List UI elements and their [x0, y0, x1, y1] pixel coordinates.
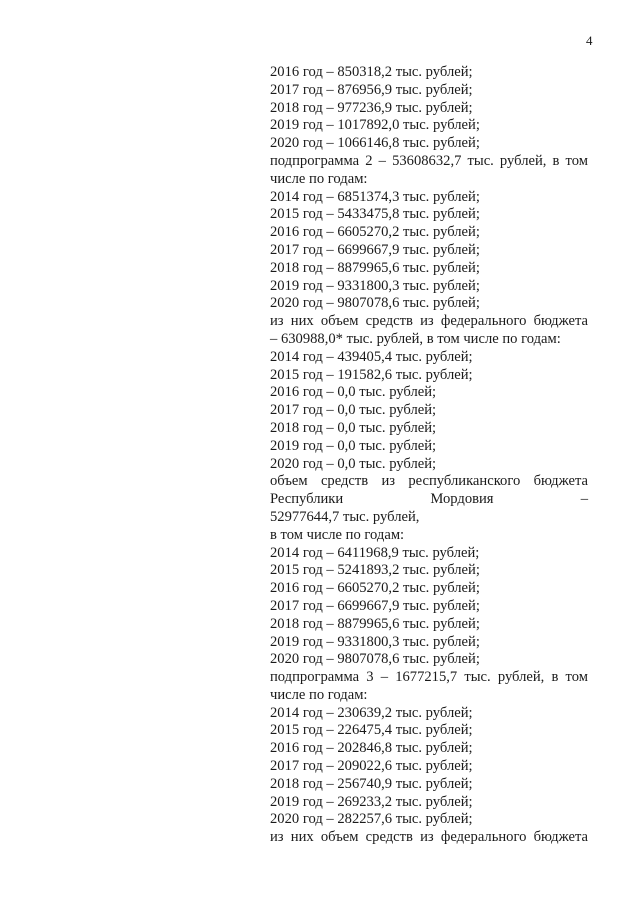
text-line: 2017 год – 6699667,9 тыс. рублей;	[270, 241, 480, 258]
text-line: 2016 год – 6605270,2 тыс. рублей;	[270, 580, 480, 597]
text-line: 2014 год – 6411968,9 тыс. рублей;	[270, 544, 480, 561]
text-line: числе по годам:	[270, 686, 368, 703]
text-line: 2015 год – 226475,4 тыс. рублей;	[270, 722, 473, 739]
text-line: 2019 год – 9331800,3 тыс. рублей;	[270, 633, 480, 650]
text-line: 2017 год – 6699667,9 тыс. рублей;	[270, 597, 480, 614]
text-line: – 630988,0* тыс. рублей, в том числе по годам:	[270, 330, 561, 347]
text-line: 2015 год – 191582,6 тыс. рублей;	[270, 366, 473, 383]
text-line: 2016 год – 850318,2 тыс. рублей;	[270, 64, 473, 80]
text-line: из них объем средств из федерального бюджета	[270, 313, 588, 330]
text-line: в том числе по годам:	[270, 526, 405, 543]
text-line: 2014 год – 230639,2 тыс. рублей;	[270, 704, 473, 721]
text-line: подпрограмма 3 – 1677215,7 тыс. рублей, в том	[270, 669, 588, 686]
text-line: 2015 год – 5241893,2 тыс. рублей;	[270, 562, 480, 579]
text-line: 2020 год – 0,0 тыс. рублей;	[270, 455, 437, 472]
text-line: 2017 год – 209022,6 тыс. рублей;	[270, 758, 473, 775]
text-line: 2014 год – 439405,4 тыс. рублей;	[270, 348, 473, 365]
text-line: 2019 год – 269233,2 тыс. рублей;	[270, 793, 473, 810]
text-line: 2020 год – 1066146,8 тыс. рублей;	[270, 135, 480, 152]
text-line: 2014 год – 6851374,3 тыс. рублей;	[270, 188, 480, 205]
text-line: числе по годам:	[270, 170, 368, 187]
text-line: 2018 год – 256740,9 тыс. рублей;	[270, 775, 473, 792]
text-line: 2018 год – 977236,9 тыс. рублей;	[270, 99, 473, 116]
text-line: 2020 год – 9807078,6 тыс. рублей;	[270, 651, 480, 668]
text-line: 2019 год – 9331800,3 тыс. рублей;	[270, 277, 480, 294]
text-line: 2017 год – 0,0 тыс. рублей;	[270, 402, 437, 419]
text-line: подпрограмма 2 – 53608632,7 тыс. рублей, в том	[270, 152, 588, 169]
text-line: 2016 год – 0,0 тыс. рублей;	[270, 384, 437, 401]
text-line: 2018 год – 8879965,6 тыс. рублей;	[270, 615, 480, 632]
text-line: 2017 год – 876956,9 тыс. рублей;	[270, 81, 473, 98]
text-line: 2019 год – 0,0 тыс. рублей;	[270, 437, 437, 454]
funding-text-column	[270, 64, 588, 847]
page-number: 4	[586, 33, 593, 48]
text-line: 2020 год – 9807078,6 тыс. рублей;	[270, 295, 480, 312]
text-line: 2018 год – 0,0 тыс. рублей;	[270, 419, 437, 436]
text-line: объем средств из республиканского бюджета	[270, 473, 588, 490]
text-line: 2015 год – 5433475,8 тыс. рублей;	[270, 206, 480, 223]
text-line: 2018 год – 8879965,6 тыс. рублей;	[270, 259, 480, 276]
text-line: 2016 год – 202846,8 тыс. рублей;	[270, 740, 473, 757]
text-line: Республики Мордовия –	[270, 491, 588, 508]
text-line: из них объем средств из федерального бюджета	[270, 829, 588, 846]
text-line: 52977644,7 тыс. рублей,	[270, 508, 420, 525]
text-line: 2019 год – 1017892,0 тыс. рублей;	[270, 117, 480, 134]
text-line: 2020 год – 282257,6 тыс. рублей;	[270, 811, 473, 828]
text-line: 2016 год – 6605270,2 тыс. рублей;	[270, 224, 480, 241]
